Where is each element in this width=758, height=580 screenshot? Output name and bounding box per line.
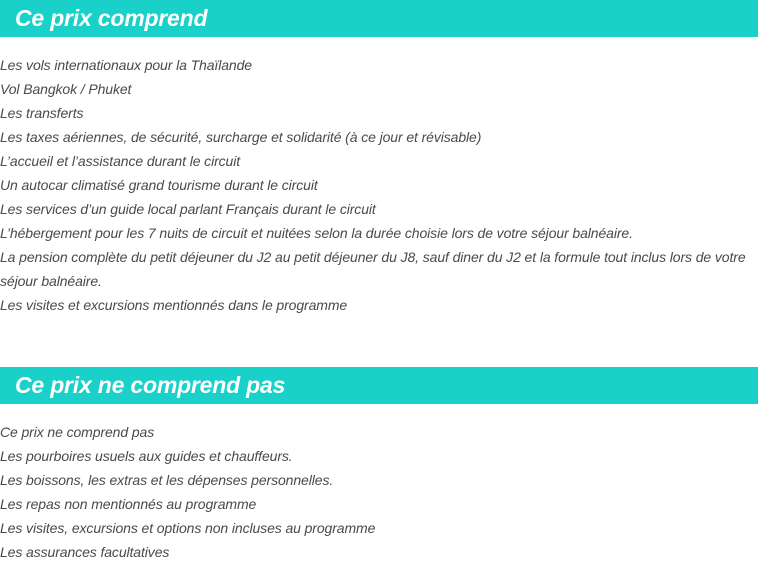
list-item: Les pourboires usuels aux guides et chauffeurs. [0,448,293,464]
list-item: L’accueil et l’assistance durant le circuit [0,153,241,169]
list-item: Les repas non mentionnés au programme [0,496,257,512]
list-item: L’hébergement pour les 7 nuits de circuit et nuitées selon la durée choisie lors de votre séjour balnéaire. [0,225,633,241]
list-item: Un autocar climatisé grand tourisme durant le circuit [0,177,318,193]
excludes-section-title: Ce prix ne comprend pas [15,372,286,398]
list-item: Les vols internationaux pour la Thaïlande [0,57,252,73]
includes-list [0,53,750,317]
excludes-section-header [0,367,758,404]
list-item: Les services d’un guide local parlant Français durant le circuit [0,201,376,217]
list-item: La pension complète du petit déjeuner du J2 au petit déjeuner du J8, sauf diner du J2 et la formule tout inclus lors de votre séjour balnéaire. [0,249,746,289]
excludes-list [0,420,750,564]
list-item: Les taxes aériennes, de sécurité, surcharge et solidarité (à ce jour et révisable) [0,129,482,145]
includes-section-title: Ce prix comprend [15,5,208,31]
list-item: Les visites, excursions et options non incluses au programme [0,520,376,536]
list-item: Les transferts [0,105,84,121]
list-item: Les assurances facultatives [0,544,170,560]
list-item: Vol Bangkok / Phuket [0,81,132,97]
list-item: Ce prix ne comprend pas [0,424,155,440]
includes-section-header [0,0,758,37]
list-item: Les boissons, les extras et les dépenses personnelles. [0,472,334,488]
list-item: Les visites et excursions mentionnés dans le programme [0,297,348,313]
